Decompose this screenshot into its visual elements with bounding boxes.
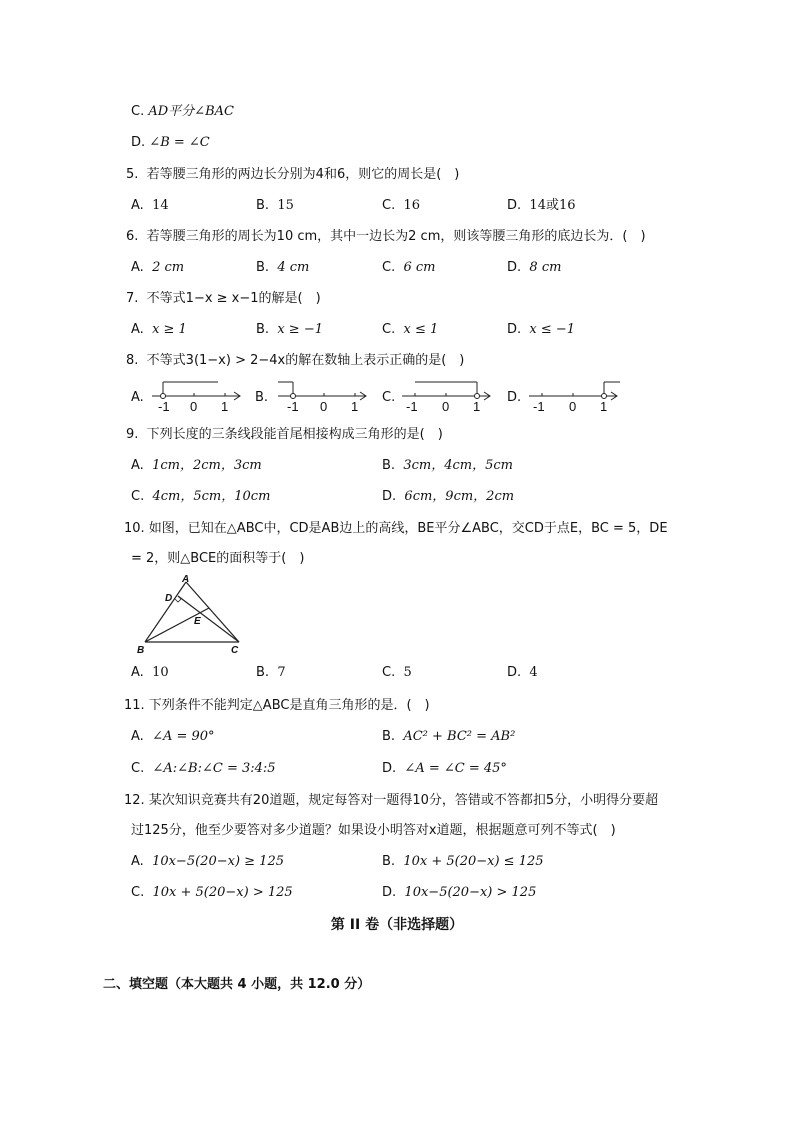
q11-option-c: C. ∠A:∠B:∠C = 3:4:5: [131, 761, 276, 776]
q11-option-d: D. ∠A = ∠C = 45°: [382, 761, 507, 776]
svg-text:0: 0: [190, 399, 198, 414]
q9-stem: [126, 426, 443, 444]
q5-stem: [126, 166, 459, 184]
q10-triangle-figure: [135, 574, 250, 656]
svg-text:-1: -1: [533, 399, 545, 414]
q10-label-e: E: [194, 616, 201, 627]
q4-option-c-label: C.: [131, 104, 145, 119]
q12-option-d: D. 10x−5(20−x) > 125: [382, 885, 537, 900]
q4-option-d-text: ∠B = ∠C: [149, 135, 210, 150]
q10-label-c: C: [231, 645, 239, 656]
q7-option-d: D. x ≤ −1: [507, 322, 576, 337]
q9-option-d: D. 6cm，9cm，2cm: [382, 489, 515, 504]
q11-option-b: B. AC² + BC² = AB²: [382, 729, 516, 744]
svg-text:-1: -1: [158, 399, 170, 414]
q8-numberline-a: [148, 378, 248, 414]
q8-numberline-c: [398, 378, 498, 414]
q10-label-b: B: [137, 645, 145, 656]
q7-option-b: B. x ≥ −1: [256, 322, 323, 337]
q7-option-a: A. x ≥ 1: [131, 322, 187, 337]
q9-number: 9.: [126, 427, 139, 442]
q10-label-a: A: [182, 574, 190, 585]
q4-option-c: [131, 103, 234, 121]
q5-option-c: C. 16: [382, 198, 421, 213]
q10-label-d: D: [165, 593, 173, 604]
q6-stem: [126, 228, 646, 246]
q9-option-c: C. 4cm，5cm，10cm: [131, 489, 271, 504]
svg-text:1: 1: [351, 399, 359, 414]
q7-stem: [126, 290, 321, 308]
svg-text:1: 1: [600, 399, 608, 414]
q4-option-d-label: D.: [131, 135, 146, 150]
q8-numberline-d: [525, 378, 625, 414]
q12-option-a: A. 10x−5(20−x) ≥ 125: [131, 854, 284, 869]
q7-option-c: C. x ≤ 1: [382, 322, 439, 337]
q5-number: 5.: [126, 167, 139, 182]
q8-option-d-label: D.: [507, 390, 522, 405]
q4-option-c-text: AD平分∠BAC: [148, 104, 234, 119]
q8-option-b-label: B.: [255, 390, 269, 405]
q10-option-b: B. 7: [256, 665, 286, 680]
part2-title: 第 II 卷（非选择题）: [330, 917, 464, 933]
q12-option-b: B. 10x + 5(20−x) ≤ 125: [382, 854, 544, 869]
q6-number: 6.: [126, 229, 139, 244]
q6-option-a: A. 2 cm: [131, 260, 185, 275]
q10-stem-line1: 10. 如图，已知在△ABC中，CD是AB边上的高线，BE平分∠ABC，交CD于点E，BC = 5，DE: [124, 521, 668, 536]
q6-text: 若等腰三角形的周长为10 cm，其中一边长为2 cm，则该等腰三角形的底边长为．( ): [146, 229, 646, 244]
q5-text: 若等腰三角形的两边长分别为4和6，则它的周长是( ): [146, 167, 460, 182]
q6-option-b: B. 4 cm: [256, 260, 310, 275]
q8-option-c-label: C.: [382, 390, 396, 405]
svg-text:1: 1: [473, 399, 481, 414]
q5-option-d: D. 14或16: [507, 198, 576, 213]
q8-stem: [126, 352, 464, 370]
q8-option-a-label: A.: [131, 390, 144, 405]
q8-text: 不等式3(1−x) > 2−4x的解在数轴上表示正确的是( ): [146, 353, 465, 368]
q9-option-b: B. 3cm，4cm，5cm: [382, 458, 513, 473]
q6-option-d: D. 8 cm: [507, 260, 562, 275]
q12-stem-line2: 过125分，他至少要答对多少道题？如果设小明答对x道题，根据题意可列不等式( ): [131, 823, 616, 838]
q11-option-a: A. ∠A = 90°: [131, 729, 215, 744]
svg-text:0: 0: [320, 399, 328, 414]
svg-text:0: 0: [569, 399, 577, 414]
q5-option-b: B. 15: [256, 198, 294, 213]
q10-option-a: A. 10: [131, 665, 169, 680]
q12-option-c: C. 10x + 5(20−x) > 125: [131, 885, 293, 900]
q5-option-a: A. 14: [131, 198, 169, 213]
q8-numberline-b: [276, 378, 376, 414]
q8-number: 8.: [126, 353, 139, 368]
q7-number: 7.: [126, 291, 139, 306]
q10-option-d: D. 4: [507, 665, 538, 680]
section2-title: 二、填空题（本大题共 4 小题，共 12.0 分）: [103, 977, 371, 992]
q9-text: 下列长度的三条线段能首尾相接构成三角形的是( ): [146, 427, 443, 442]
svg-text:-1: -1: [406, 399, 418, 414]
svg-text:1: 1: [221, 399, 229, 414]
q9-option-a: A. 1cm，2cm，3cm: [131, 458, 262, 473]
q7-text: 不等式1−x ≥ x−1的解是( ): [146, 291, 321, 306]
q10-option-c: C. 5: [382, 665, 412, 680]
q11-stem: 11. 下列条件不能判定△ABC是直角三角形的是．( ): [124, 698, 430, 713]
q4-option-d: [131, 134, 210, 152]
q12-stem-line1: 12. 某次知识竞赛共有20道题，规定每答对一题得10分，答错或不答都扣5分，小明得分要超: [124, 793, 659, 808]
q6-option-c: C. 6 cm: [382, 260, 436, 275]
svg-text:-1: -1: [287, 399, 299, 414]
svg-text:0: 0: [442, 399, 450, 414]
q10-stem-line2: = 2，则△BCE的面积等于( ): [131, 551, 305, 566]
